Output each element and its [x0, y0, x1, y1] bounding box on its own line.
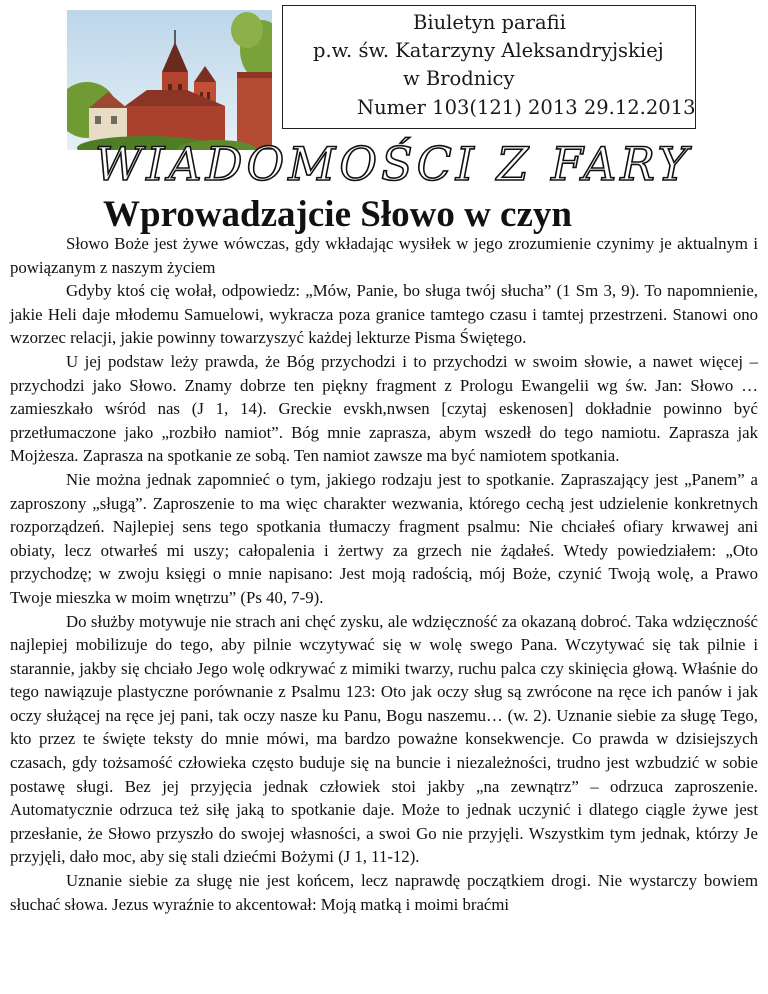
- bulletin-line-1: Biuletyn parafii: [413, 11, 566, 34]
- article-paragraph: Gdyby ktoś cię wołał, odpowiedz: „Mów, Panie, bo sługa twój słucha” (1 Sm 3, 9). To napomnienie, jakie Heli daje młodemu Samuelowi, wykracza poza granice tamtego czasu i tamtej przestrzeni. Stanowi ono wzorzec relacji, jakie powinny towarzyszyć każdej lekturze Pisma Świętego.: [10, 281, 758, 348]
- bulletin-line-2: p.w. św. Katarzyny Aleksandryjskiej: [313, 39, 664, 62]
- masthead-title: WIADOMOŚCI Z FARY: [95, 137, 692, 191]
- article-title: Wprowadzajcie Słowo w czyn: [103, 194, 572, 235]
- church-town-photo: [67, 10, 272, 150]
- article-paragraph: U jej podstaw leży prawda, że Bóg przychodzi i to przychodzi w swoim słowie, a nawet więcej – przychodzi jako Słowo. Znamy dobrze ten piękny fragment z Prologu Ewangelii wg św. Jan: Słowo … zamieszkało wśród nas (J 1, 14). Greckie evskh,nwsen [czytaj eskenosen] dokładnie powinno być przetłumaczone jako „rozbiło namiot”. Bóg mnie zaprasza, abym wszedł do tego namiotu. Zaprasza jak Mojżesza. Zaprasza na spotkanie ze sobą. Ten namiot zawsze ma być namiotem spotkania.: [10, 351, 758, 466]
- article-paragraph: Do służby motywuje nie strach ani chęć zysku, ale wdzięczność za okazaną dobroć. Taka wdzięczność najlepiej mobilizuje do tego, aby pilnie wczytywać się w wolę swego Pana. Wczytywać się tak pilnie i starannie, jakby się chciało Jego wolę odkrywać z mimiki twarzy, ruchu palca czy skinięcia głową. Właśnie do tego nawiązuje plastyczne porównanie z Psalmu 123: Oto jak oczy sług są zwrócone na ręce ich panów i jak oczy służącej na ręce jej pani, tak oczy nasze ku Panu, Bogu naszemu… (w. 2). Uznanie siebie za sługę Tego, kto przez te święte teksty do mnie mówi, ma bardzo poważne konsekwencje. Co prawda w dzisiejszych czasach, gdy tożsamość człowieka często buduje się na buncie i niezależności, trudno jest wzbudzić w sobie postawę sługi. Bez jej przyjęcia jednak człowiek stoi jakby „na zewnątrz” – odrzuca zaproszenie. Automatycznie odrzuca też siłę jaką to spotkanie daje. Może to jednak uczynić i dlatego ciągle żywe jest przesłanie, że Słowo przyszło do swojej własności, a swoi Go nie przyjęli. Wszystkim tym jednak, którzy Je przyjęli, dało moc, aby się stali dziećmi Bożymi (J 1, 11-12).: [10, 611, 758, 867]
- article-body: [10, 232, 758, 916]
- bulletin-info-box: [282, 5, 696, 129]
- bulletin-line-4: Numer 103(121) 2013 29.12.2013: [357, 96, 696, 119]
- bulletin-line-3: w Brodnicy: [403, 67, 515, 90]
- article-paragraph: Słowo Boże jest żywe wówczas, gdy wkładając wysiłek w jego zrozumienie czynimy je aktualnym i powiązanym z naszym życiem: [10, 234, 758, 277]
- article-paragraph: Nie można jednak zapomnieć o tym, jakiego rodzaju jest to spotkanie. Zapraszający jest „Panem” a zaproszony „sługą”. Zaproszenie to ma więc charakter wezwania, którego cechą jest udzielenie konkretnych rozporządzeń. Najlepiej sens tego spotkania tłumaczy fragment psalmu: Nie chciałeś ofiary krwawej ani obiaty, lecz otwarłeś mi uszy; całopalenia i żertwy za grzech nie żądałeś. Wtedy powiedziałem: „Oto przychodzę; w zwoju księgi o mnie napisano: Jest moją radością, mój Boże, czynić Twoją wolę, a Prawo Twoje mieszka w moim wnętrzu” (Ps 40, 7-9).: [10, 469, 758, 607]
- article-paragraph: Uznanie siebie za sługę nie jest końcem, lecz naprawdę początkiem drogi. Nie wystarczy bowiem słuchać słowa. Jezus wyraźnie to akcentował: Moją matką i moimi braćmi: [10, 871, 758, 914]
